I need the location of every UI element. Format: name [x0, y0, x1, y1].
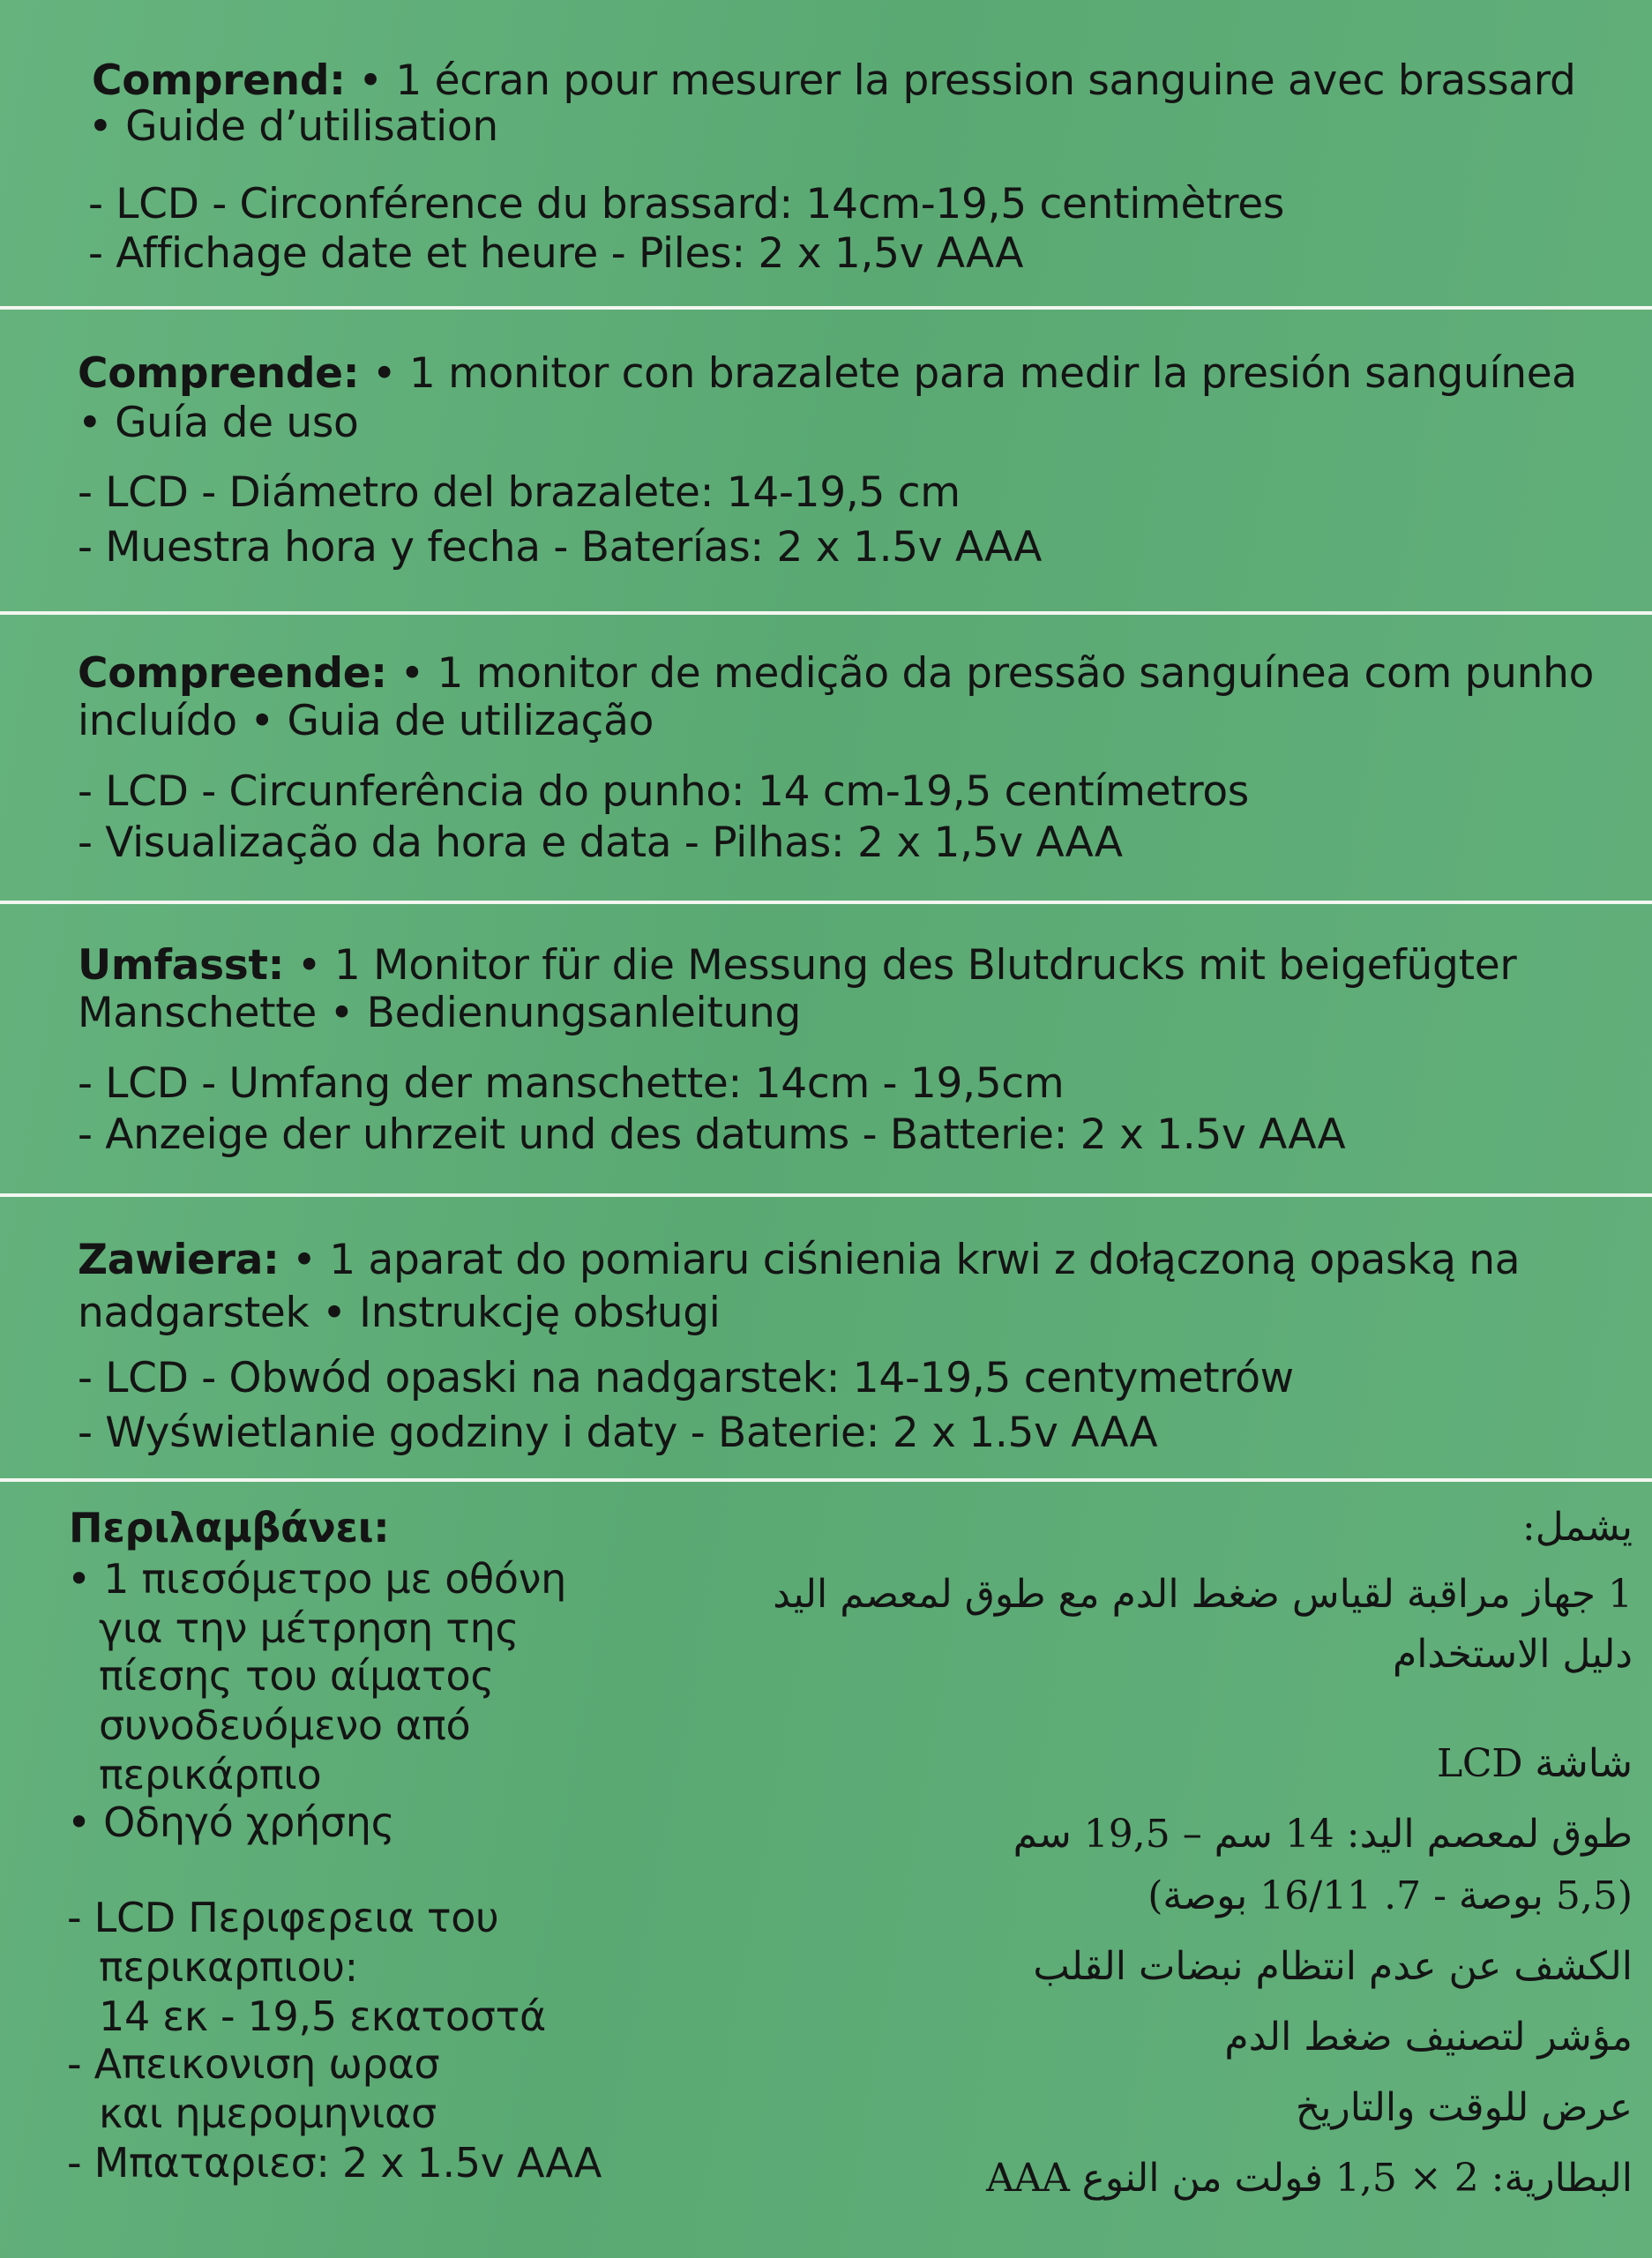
spanish-spec-display: - Muestra hora y fecha - Baterías: 2 x 1.5v AAA	[78, 523, 1043, 572]
portuguese-item-guide: incluído • Guia de utilização	[78, 697, 654, 745]
greek-line: • 1 πιεσόμετρο με οθόνη	[67, 1555, 566, 1603]
french-item-monitor: • 1 écran pour mesurer la pression sanguine avec brassard	[345, 56, 1576, 105]
polish-item-guide: nadgarstek • Instrukcję obsługi	[78, 1289, 721, 1337]
section-spanish	[0, 313, 1652, 617]
french-spec-lcd: - LCD - Circonférence du brassard: 14cm-19,5 centimètres	[88, 180, 1285, 228]
french-item-guide: • Guide d’utilisation	[88, 102, 498, 151]
greek-line: - Μπαταριεσ: 2 x 1.5v AAA	[67, 2139, 602, 2187]
polish-item-monitor: • 1 aparat do pomiaru ciśnienia krwi z dołączoną opaską na	[279, 1236, 1521, 1284]
german-item-monitor: • 1 Monitor für die Messung des Blutdrucks mit beigefügter	[284, 941, 1517, 990]
german-label: Umfasst:	[78, 941, 285, 990]
polish-spec-lcd: - LCD - Obwód opaski na nadgarstek: 14-19,5 centymetrów	[78, 1354, 1294, 1402]
arabic-line: شاشة LCD	[1437, 1741, 1633, 1786]
section-german	[0, 904, 1652, 1195]
arabic-line: مؤشر لتصنيف ضغط الدم	[1224, 2015, 1633, 2060]
greek-line: περικαρπιου:	[99, 1943, 358, 1991]
portuguese-spec-display: - Visualização da hora e data - Pilhas: 2 x 1,5v AAA	[78, 819, 1123, 867]
german-item-guide: Manschette • Bedienungsanleitung	[78, 989, 802, 1037]
polish-label: Zawiera:	[78, 1236, 280, 1284]
arabic-line: عرض للوقت والتاريخ	[1295, 2085, 1633, 2130]
arabic-line: (5,5 بوصة - 7. 16/11 بوصة)	[1147, 1873, 1633, 1918]
greek-line: • Οδηγό χρήσης	[67, 1798, 395, 1846]
arabic-line: دليل الاستخدام	[1392, 1632, 1633, 1677]
german-intro-line	[78, 941, 1516, 991]
french-intro-line	[92, 56, 1576, 106]
arabic-line: الكشف عن عدم انتظام نبضات القلب	[1033, 1944, 1633, 1989]
divider	[0, 306, 1652, 310]
french-label: Comprend:	[92, 56, 346, 105]
arabic-line: البطارية: 2 × 1,5 فولت من النوع AAA	[986, 2156, 1633, 2201]
section-polish	[0, 1197, 1652, 1481]
divider	[0, 611, 1652, 615]
portuguese-label: Compreende:	[78, 649, 387, 698]
greek-line: για την μέτρηση της	[99, 1604, 520, 1652]
spanish-spec-lcd: - LCD - Diámetro del brazalete: 14-19,5 cm	[78, 468, 961, 517]
greek-line: πίεσης του αίματος	[99, 1652, 495, 1700]
section-arabic	[0, 1484, 1652, 2258]
section-french	[0, 0, 1652, 313]
spanish-label: Comprende:	[78, 349, 360, 398]
divider	[0, 1478, 1652, 1482]
german-spec-lcd: - LCD - Umfang der manschette: 14cm - 19,5cm	[78, 1059, 1065, 1108]
portuguese-spec-lcd: - LCD - Circunferência do punho: 14 cm-19,5 centímetros	[78, 767, 1249, 816]
greek-line: - LCD Περιφερεια του	[67, 1894, 499, 1941]
arabic-line: 1 جهاز مراقبة لقياس ضغط الدم مع طوق لمعصم اليد	[773, 1572, 1633, 1617]
arabic-line: طوق لمعصم اليد: 14 سم – 19,5 سم	[1013, 1812, 1633, 1857]
greek-line: - Απεικονιση ωρασ	[67, 2040, 440, 2088]
greek-line: και ημερομηνιασ	[99, 2090, 437, 2137]
greek-line: περικάρπιο	[99, 1751, 322, 1798]
greek-line: 14 εκ - 19,5 εκατοστά	[99, 1993, 547, 2040]
polish-spec-display: - Wyświetlanie godziny i daty - Baterie: 2 x 1.5v AAA	[78, 1409, 1158, 1457]
spanish-intro-line	[78, 349, 1577, 399]
portuguese-intro-line	[78, 649, 1594, 699]
german-spec-display: - Anzeige der uhrzeit und des datums - Batterie: 2 x 1.5v AAA	[78, 1110, 1346, 1159]
greek-label-text: Περιλαμβάνει:	[69, 1504, 390, 1551]
polish-intro-line	[78, 1236, 1520, 1285]
spanish-item-monitor: • 1 monitor con brazalete para medir la presión sanguínea	[359, 349, 1577, 398]
arabic-line: يشمل:	[1521, 1505, 1633, 1550]
spanish-item-guide: • Guía de uso	[78, 399, 359, 447]
greek-line: συνοδευόμενο από	[99, 1701, 471, 1749]
section-portuguese	[0, 617, 1652, 902]
portuguese-item-monitor: • 1 monitor de medição da pressão sanguínea com punho	[386, 649, 1595, 698]
french-spec-display: - Affichage date et heure - Piles: 2 x 1,5v AAA	[88, 229, 1024, 278]
